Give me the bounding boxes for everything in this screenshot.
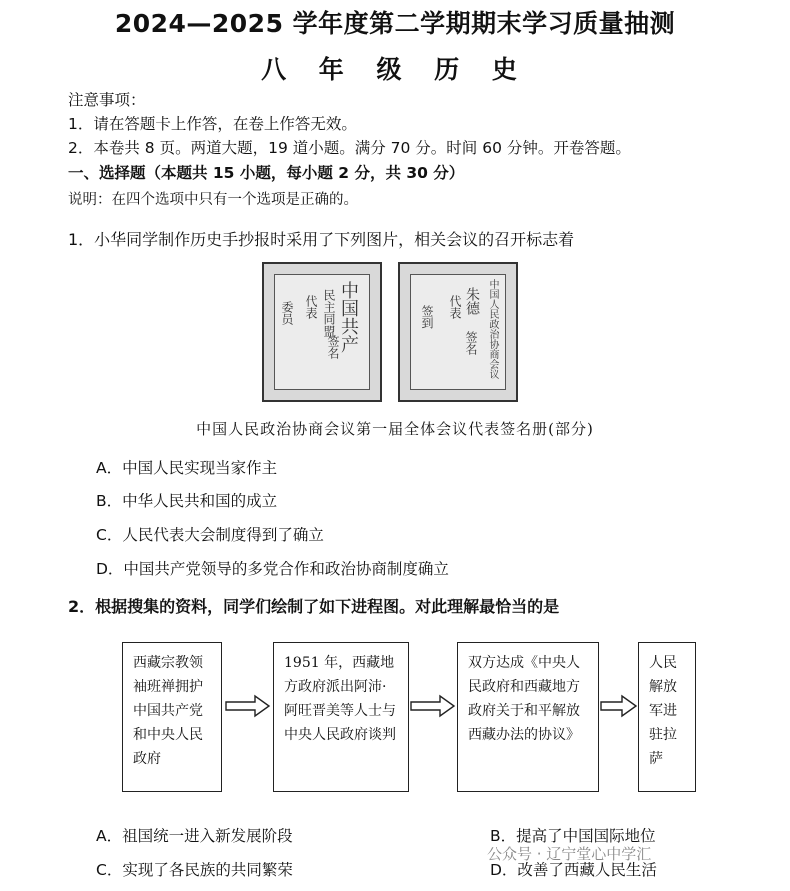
flow-step-1: 西藏宗教领袖班禅拥护中国共产党和中央人民政府 <box>122 642 222 792</box>
flow-arrow-2 <box>410 694 456 718</box>
flow-step-3: 双方达成《中央人民政府和西藏地方政府关于和平解放西藏办法的协议》 <box>457 642 599 792</box>
flow-step-2: 1951 年，西藏地方政府派出阿沛·阿旺晋美等人士与中央人民政府谈判 <box>273 642 409 792</box>
watermark-text: 公众号 · 辽宁堂心中学汇 <box>487 845 652 863</box>
flow-step-4: 人民解放军进驻拉萨 <box>638 642 696 792</box>
signature-book-photo-left: 中国共产 民主同盟 代表 委员 签名 <box>262 262 382 402</box>
notice-heading: 注意事项： <box>68 91 146 109</box>
q2-option-d: D．改善了西藏人民生活 <box>490 861 657 879</box>
q1-option-c: C．人民代表大会制度得到了确立 <box>96 526 324 544</box>
flow-arrow-3 <box>600 694 638 718</box>
q1-option-d: D．中国共产党领导的多党合作和政治协商制度确立 <box>96 560 449 578</box>
q1-option-a: A．中国人民实现当家作主 <box>96 459 278 477</box>
page-subtitle: 八 年 级 历 史 <box>261 55 529 84</box>
q1-option-b: B．中华人民共和国的成立 <box>96 492 278 510</box>
q2-option-a: A．祖国统一进入新发展阶段 <box>96 827 293 845</box>
section-heading: 一、选择题（本题共 15 小题，每小题 2 分，共 30 分） <box>68 164 465 182</box>
page-title: 2024—2025 学年度第二学期期末学习质量抽测 <box>114 9 676 38</box>
question-2-stem: 2．根据搜集的资料，同学们绘制了如下进程图。对此理解最恰当的是 <box>68 597 560 616</box>
flow-arrow-1 <box>225 694 271 718</box>
question-1-stem: 1．小华同学制作历史手抄报时采用了下列图片，相关会议的召开标志着 <box>68 230 575 249</box>
q2-option-c: C．实现了各民族的共同繁荣 <box>96 861 293 879</box>
signature-book-photo-right: 中国人民政治协商会议 朱德 代表 签到 签名 <box>398 262 518 402</box>
q2-option-b: B．提高了中国国际地位 <box>490 827 656 845</box>
notice-item-1: 1．请在答题卡上作答，在卷上作答无效。 <box>68 115 357 133</box>
figure-caption: 中国人民政治协商会议第一届全体会议代表签名册(部分) <box>196 420 594 438</box>
section-instruction: 说明：在四个选项中只有一个选项是正确的。 <box>68 192 358 208</box>
notice-item-2: 2．本卷共 8 页。两道大题，19 道小题。满分 70 分。时间 60 分钟。开卷答题。 <box>68 139 631 157</box>
